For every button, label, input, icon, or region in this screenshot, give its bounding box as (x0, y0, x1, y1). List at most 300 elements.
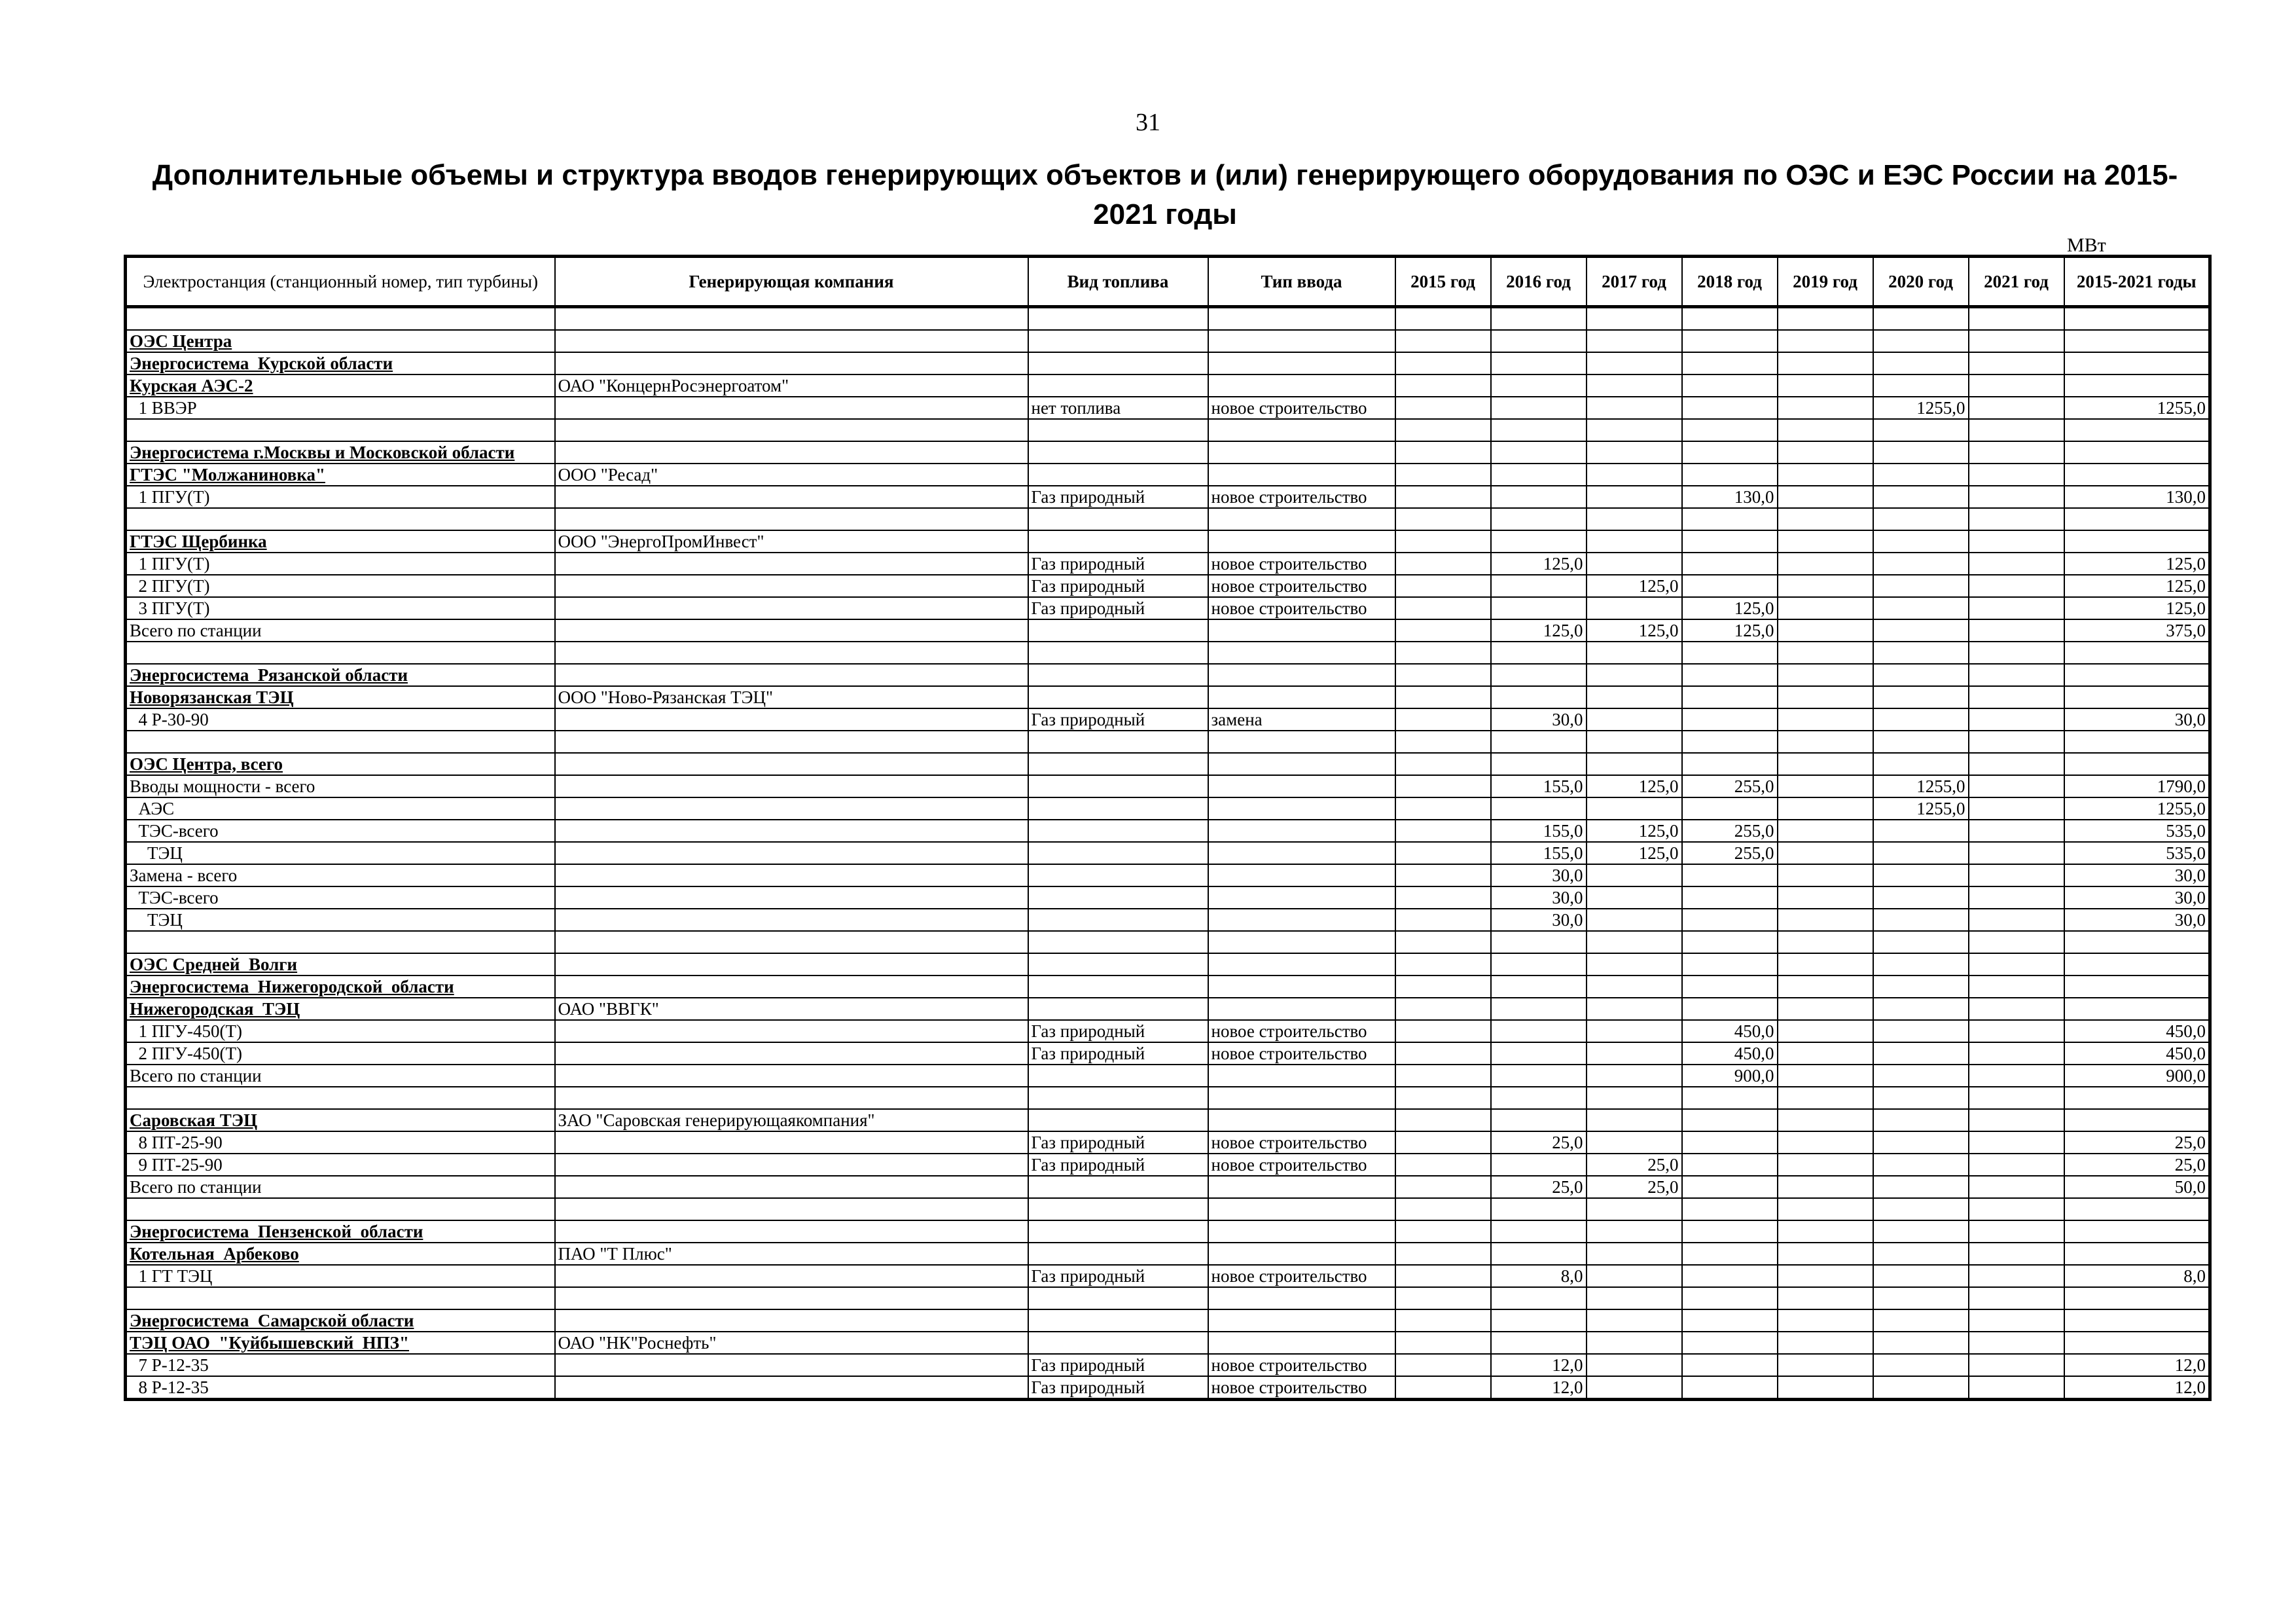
company-cell: ПАО "Т Плюс" (555, 1243, 1028, 1265)
header-cell: 2016 год (1491, 257, 1587, 307)
value-cell: 1255,0 (2064, 397, 2210, 419)
value-cell (1491, 1109, 1587, 1131)
company-cell (555, 931, 1028, 953)
value-cell: 450,0 (1682, 1020, 1778, 1042)
value-cell (1969, 1154, 2064, 1176)
value-cell (1778, 1065, 1873, 1087)
table-row (126, 508, 2210, 530)
table-row (126, 976, 2210, 998)
value-cell (1491, 1243, 1587, 1265)
value-cell (1969, 419, 2064, 441)
company-cell (555, 886, 1028, 909)
value-cell (1969, 708, 2064, 731)
fuel-cell (1028, 753, 1208, 775)
fuel-cell (1028, 530, 1208, 553)
value-cell (1395, 1176, 1491, 1198)
value-cell (1873, 441, 1969, 464)
value-cell (1969, 1176, 2064, 1198)
value-cell (1873, 1287, 1969, 1309)
value-cell (1778, 998, 1873, 1020)
fuel-cell (1028, 731, 1208, 753)
station-cell: Всего по станции (126, 1065, 555, 1087)
value-cell: 125,0 (2064, 553, 2210, 575)
value-cell (1395, 530, 1491, 553)
company-cell (555, 1087, 1028, 1109)
value-cell (1873, 1131, 1969, 1154)
value-cell: 900,0 (2064, 1065, 2210, 1087)
value-cell (1778, 486, 1873, 508)
value-cell (2064, 731, 2210, 753)
table-row (126, 1154, 2210, 1176)
value-cell (2064, 664, 2210, 686)
fuel-cell: Газ природный (1028, 1376, 1208, 1400)
fuel-cell (1028, 1087, 1208, 1109)
value-cell (1587, 597, 1682, 619)
fuel-cell (1028, 441, 1208, 464)
station-cell: Новорязанская ТЭЦ (126, 686, 555, 708)
value-cell (1395, 307, 1491, 331)
value-cell (1969, 441, 2064, 464)
value-cell (1969, 530, 2064, 553)
station-cell: Курская АЭС-2 (126, 374, 555, 397)
station-cell (126, 642, 555, 664)
table-row (126, 1020, 2210, 1042)
input-type-cell (1208, 842, 1395, 864)
value-cell (1395, 931, 1491, 953)
fuel-cell: Газ природный (1028, 1131, 1208, 1154)
value-cell (1969, 797, 2064, 820)
table-row (126, 953, 2210, 976)
station-cell: Вводы мощности - всего (126, 775, 555, 797)
value-cell (1587, 1109, 1682, 1131)
value-cell (1682, 1376, 1778, 1400)
value-cell (1587, 1332, 1682, 1354)
fuel-cell: Газ природный (1028, 553, 1208, 575)
value-cell (1395, 1354, 1491, 1376)
table-row (126, 1109, 2210, 1131)
input-type-cell (1208, 753, 1395, 775)
company-cell (555, 797, 1028, 820)
value-cell: 30,0 (2064, 708, 2210, 731)
fuel-cell (1028, 508, 1208, 530)
company-cell (555, 953, 1028, 976)
company-cell (555, 1354, 1028, 1376)
value-cell (1587, 330, 1682, 352)
value-cell (1969, 374, 2064, 397)
company-cell: ООО "ЭнергоПромИнвест" (555, 530, 1028, 553)
value-cell (1395, 553, 1491, 575)
station-cell: Энергосистема Курской области (126, 352, 555, 374)
value-cell (1395, 1131, 1491, 1154)
company-cell: ОАО "КонцернРосэнергоатом" (555, 374, 1028, 397)
table-row (126, 1243, 2210, 1265)
input-type-cell (1208, 864, 1395, 886)
value-cell (1969, 1265, 2064, 1287)
table-row (126, 1198, 2210, 1220)
fuel-cell (1028, 352, 1208, 374)
value-cell (1969, 330, 2064, 352)
input-type-cell (1208, 1220, 1395, 1243)
value-cell (1778, 508, 1873, 530)
value-cell: 125,0 (2064, 575, 2210, 597)
value-cell (2064, 530, 2210, 553)
value-cell (1778, 1131, 1873, 1154)
value-cell (1873, 508, 1969, 530)
company-cell (555, 330, 1028, 352)
value-cell (1969, 664, 2064, 686)
value-cell (1873, 1198, 1969, 1220)
input-type-cell: новое строительство (1208, 575, 1395, 597)
company-cell (555, 1376, 1028, 1400)
value-cell (1587, 1087, 1682, 1109)
station-cell: 9 ПТ-25-90 (126, 1154, 555, 1176)
value-cell (1682, 909, 1778, 931)
station-cell: Энергосистема г.Москвы и Московской области (126, 441, 555, 464)
value-cell (1587, 1376, 1682, 1400)
station-cell (126, 931, 555, 953)
value-cell (1969, 976, 2064, 998)
value-cell (1587, 530, 1682, 553)
value-cell (1587, 864, 1682, 886)
header-cell: Вид топлива (1028, 257, 1208, 307)
value-cell (1873, 820, 1969, 842)
input-type-cell (1208, 307, 1395, 331)
station-cell: 2 ПГУ(Т) (126, 575, 555, 597)
value-cell (1682, 1287, 1778, 1309)
value-cell (1873, 553, 1969, 575)
value-cell (1587, 1265, 1682, 1287)
value-cell (1873, 1265, 1969, 1287)
value-cell (1395, 820, 1491, 842)
fuel-cell (1028, 464, 1208, 486)
value-cell (1873, 486, 1969, 508)
header-row (126, 257, 2210, 307)
value-cell (1969, 1354, 2064, 1376)
value-cell: 125,0 (1587, 842, 1682, 864)
table-row (126, 1332, 2210, 1354)
fuel-cell (1028, 1198, 1208, 1220)
value-cell (1587, 486, 1682, 508)
page-title: Дополнительные объемы и структура вводов генерирующих объектов и (или) генерирующего оборудования по ОЭС и ЕЭС России на 2015-2021 годы (152, 159, 2178, 230)
value-cell (1587, 909, 1682, 931)
station-cell (126, 1287, 555, 1309)
value-cell: 12,0 (2064, 1376, 2210, 1400)
station-cell: АЭС (126, 797, 555, 820)
value-cell (1873, 642, 1969, 664)
value-cell: 255,0 (1682, 842, 1778, 864)
value-cell: 535,0 (2064, 820, 2210, 842)
value-cell (1587, 374, 1682, 397)
company-cell (555, 508, 1028, 530)
value-cell (1778, 464, 1873, 486)
header-cell: Электростанция (станционный номер, тип турбины) (126, 257, 555, 307)
value-cell (1969, 775, 2064, 797)
value-cell (1491, 642, 1587, 664)
value-cell (1969, 619, 2064, 642)
value-cell (1587, 1287, 1682, 1309)
value-cell (1778, 820, 1873, 842)
value-cell: 25,0 (1587, 1176, 1682, 1198)
fuel-cell (1028, 797, 1208, 820)
input-type-cell: замена (1208, 708, 1395, 731)
input-type-cell: новое строительство (1208, 1154, 1395, 1176)
value-cell (1587, 998, 1682, 1020)
value-cell: 25,0 (1491, 1131, 1587, 1154)
value-cell (1682, 441, 1778, 464)
value-cell (1778, 374, 1873, 397)
value-cell (1873, 1354, 1969, 1376)
value-cell: 1255,0 (1873, 797, 1969, 820)
value-cell (1491, 530, 1587, 553)
input-type-cell (1208, 1109, 1395, 1131)
table-row (126, 775, 2210, 797)
value-cell (1491, 419, 1587, 441)
table-row (126, 1265, 2210, 1287)
header-cell: 2017 год (1587, 257, 1682, 307)
value-cell (1587, 664, 1682, 686)
value-cell (1969, 642, 2064, 664)
table-row (126, 1220, 2210, 1243)
value-cell: 125,0 (2064, 597, 2210, 619)
fuel-cell (1028, 686, 1208, 708)
value-cell (1587, 1042, 1682, 1065)
value-cell (1587, 553, 1682, 575)
value-cell (1395, 797, 1491, 820)
value-cell (1682, 998, 1778, 1020)
value-cell (1587, 731, 1682, 753)
value-cell (1778, 330, 1873, 352)
value-cell (2064, 352, 2210, 374)
value-cell (1682, 686, 1778, 708)
value-cell (1778, 619, 1873, 642)
station-cell: 7 Р-12-35 (126, 1354, 555, 1376)
value-cell (1682, 731, 1778, 753)
station-cell (126, 1198, 555, 1220)
header-cell: 2015 год (1395, 257, 1491, 307)
value-cell (1587, 307, 1682, 331)
table-row (126, 797, 2210, 820)
value-cell (2064, 1287, 2210, 1309)
value-cell (1491, 664, 1587, 686)
value-cell (1873, 1332, 1969, 1354)
value-cell (1395, 642, 1491, 664)
company-cell (555, 575, 1028, 597)
station-cell: 1 ГТ ТЭЦ (126, 1265, 555, 1287)
value-cell (1969, 1109, 2064, 1131)
value-cell (1969, 1020, 2064, 1042)
value-cell: 125,0 (1587, 619, 1682, 642)
input-type-cell (1208, 1176, 1395, 1198)
value-cell (1682, 1131, 1778, 1154)
value-cell (1778, 953, 1873, 976)
value-cell (1395, 1020, 1491, 1042)
value-cell (1587, 1309, 1682, 1332)
value-cell (1395, 731, 1491, 753)
value-cell (1395, 1220, 1491, 1243)
value-cell (1778, 1198, 1873, 1220)
value-cell (1682, 931, 1778, 953)
fuel-cell: Газ природный (1028, 1265, 1208, 1287)
input-type-cell (1208, 953, 1395, 976)
value-cell (1969, 1309, 2064, 1332)
value-cell (1395, 597, 1491, 619)
station-cell: ГТЭС "Молжаниновка" (126, 464, 555, 486)
value-cell: 125,0 (1587, 775, 1682, 797)
value-cell (1873, 1109, 1969, 1131)
value-cell (1873, 1243, 1969, 1265)
value-cell: 130,0 (2064, 486, 2210, 508)
value-cell (1778, 1087, 1873, 1109)
value-cell (1491, 998, 1587, 1020)
company-cell (555, 708, 1028, 731)
station-cell: Всего по станции (126, 1176, 555, 1198)
company-cell (555, 731, 1028, 753)
value-cell (1682, 464, 1778, 486)
fuel-cell (1028, 886, 1208, 909)
station-cell (126, 731, 555, 753)
value-cell (1395, 1087, 1491, 1109)
input-type-cell: новое строительство (1208, 553, 1395, 575)
value-cell: 255,0 (1682, 775, 1778, 797)
input-type-cell: новое строительство (1208, 597, 1395, 619)
value-cell (1778, 1265, 1873, 1287)
value-cell (1969, 686, 2064, 708)
header-cell: Тип ввода (1208, 257, 1395, 307)
value-cell (1491, 597, 1587, 619)
value-cell (1682, 330, 1778, 352)
value-cell (1491, 464, 1587, 486)
station-cell: 4 Р-30-90 (126, 708, 555, 731)
value-cell (1969, 842, 2064, 864)
value-cell (2064, 976, 2210, 998)
value-cell: 535,0 (2064, 842, 2210, 864)
station-cell: ТЭС-всего (126, 886, 555, 909)
header-cell: 2018 год (1682, 257, 1778, 307)
value-cell (1395, 1109, 1491, 1131)
table-row (126, 708, 2210, 731)
value-cell (1778, 1354, 1873, 1376)
value-cell (1778, 686, 1873, 708)
value-cell (1682, 352, 1778, 374)
input-type-cell (1208, 530, 1395, 553)
input-type-cell: новое строительство (1208, 397, 1395, 419)
input-type-cell (1208, 931, 1395, 953)
value-cell (1682, 1109, 1778, 1131)
value-cell (1491, 575, 1587, 597)
value-cell: 25,0 (2064, 1131, 2210, 1154)
input-type-cell (1208, 775, 1395, 797)
value-cell (1682, 1220, 1778, 1243)
input-type-cell: новое строительство (1208, 1265, 1395, 1287)
value-cell (1491, 1042, 1587, 1065)
value-cell: 25,0 (2064, 1154, 2210, 1176)
table-row (126, 1287, 2210, 1309)
value-cell (1778, 775, 1873, 797)
value-cell: 8,0 (1491, 1265, 1587, 1287)
table-row (126, 486, 2210, 508)
value-cell (1778, 1309, 1873, 1332)
company-cell (555, 397, 1028, 419)
value-cell: 450,0 (2064, 1042, 2210, 1065)
station-cell (126, 1087, 555, 1109)
value-cell (1395, 397, 1491, 419)
fuel-cell (1028, 419, 1208, 441)
value-cell (1969, 1332, 2064, 1354)
station-cell: Замена - всего (126, 864, 555, 886)
input-type-cell: новое строительство (1208, 1042, 1395, 1065)
header-cell: 2015-2021 годы (2064, 257, 2210, 307)
station-cell: 1 ПГУ(Т) (126, 553, 555, 575)
value-cell (1969, 931, 2064, 953)
value-cell (1491, 1198, 1587, 1220)
value-cell: 125,0 (1491, 553, 1587, 575)
value-cell (2064, 374, 2210, 397)
value-cell (1969, 597, 2064, 619)
value-cell: 375,0 (2064, 619, 2210, 642)
value-cell: 450,0 (2064, 1020, 2210, 1042)
value-cell (1587, 419, 1682, 441)
value-cell (1491, 1020, 1587, 1042)
value-cell (1395, 352, 1491, 374)
value-cell (1682, 708, 1778, 731)
company-cell (555, 553, 1028, 575)
value-cell (1969, 886, 2064, 909)
value-cell (1395, 686, 1491, 708)
input-type-cell (1208, 820, 1395, 842)
table-row (126, 441, 2210, 464)
value-cell (1778, 307, 1873, 331)
company-cell (555, 1154, 1028, 1176)
table-row (126, 553, 2210, 575)
company-cell (555, 619, 1028, 642)
value-cell (1778, 553, 1873, 575)
value-cell (1395, 708, 1491, 731)
input-type-cell (1208, 419, 1395, 441)
value-cell (1587, 1198, 1682, 1220)
value-cell (1778, 530, 1873, 553)
table-row (126, 575, 2210, 597)
input-type-cell (1208, 619, 1395, 642)
value-cell (1873, 664, 1969, 686)
value-cell (1682, 575, 1778, 597)
fuel-cell (1028, 820, 1208, 842)
value-cell (1587, 508, 1682, 530)
value-cell: 130,0 (1682, 486, 1778, 508)
station-cell (126, 307, 555, 331)
value-cell: 30,0 (2064, 886, 2210, 909)
value-cell (1873, 597, 1969, 619)
value-cell (1682, 1154, 1778, 1176)
table-row (126, 842, 2210, 864)
value-cell (1395, 441, 1491, 464)
input-type-cell (1208, 1198, 1395, 1220)
value-cell (1491, 374, 1587, 397)
value-cell: 155,0 (1491, 820, 1587, 842)
fuel-cell (1028, 998, 1208, 1020)
table-row (126, 1309, 2210, 1332)
table-row (126, 597, 2210, 619)
fuel-cell (1028, 664, 1208, 686)
value-cell (1491, 1065, 1587, 1087)
station-cell: Энергосистема Нижегородской области (126, 976, 555, 998)
station-cell: 8 ПТ-25-90 (126, 1131, 555, 1154)
value-cell (1491, 797, 1587, 820)
value-cell (1969, 1287, 2064, 1309)
fuel-cell (1028, 374, 1208, 397)
value-cell (1778, 664, 1873, 686)
value-cell (1395, 753, 1491, 775)
header-cell: 2020 год (1873, 257, 1969, 307)
